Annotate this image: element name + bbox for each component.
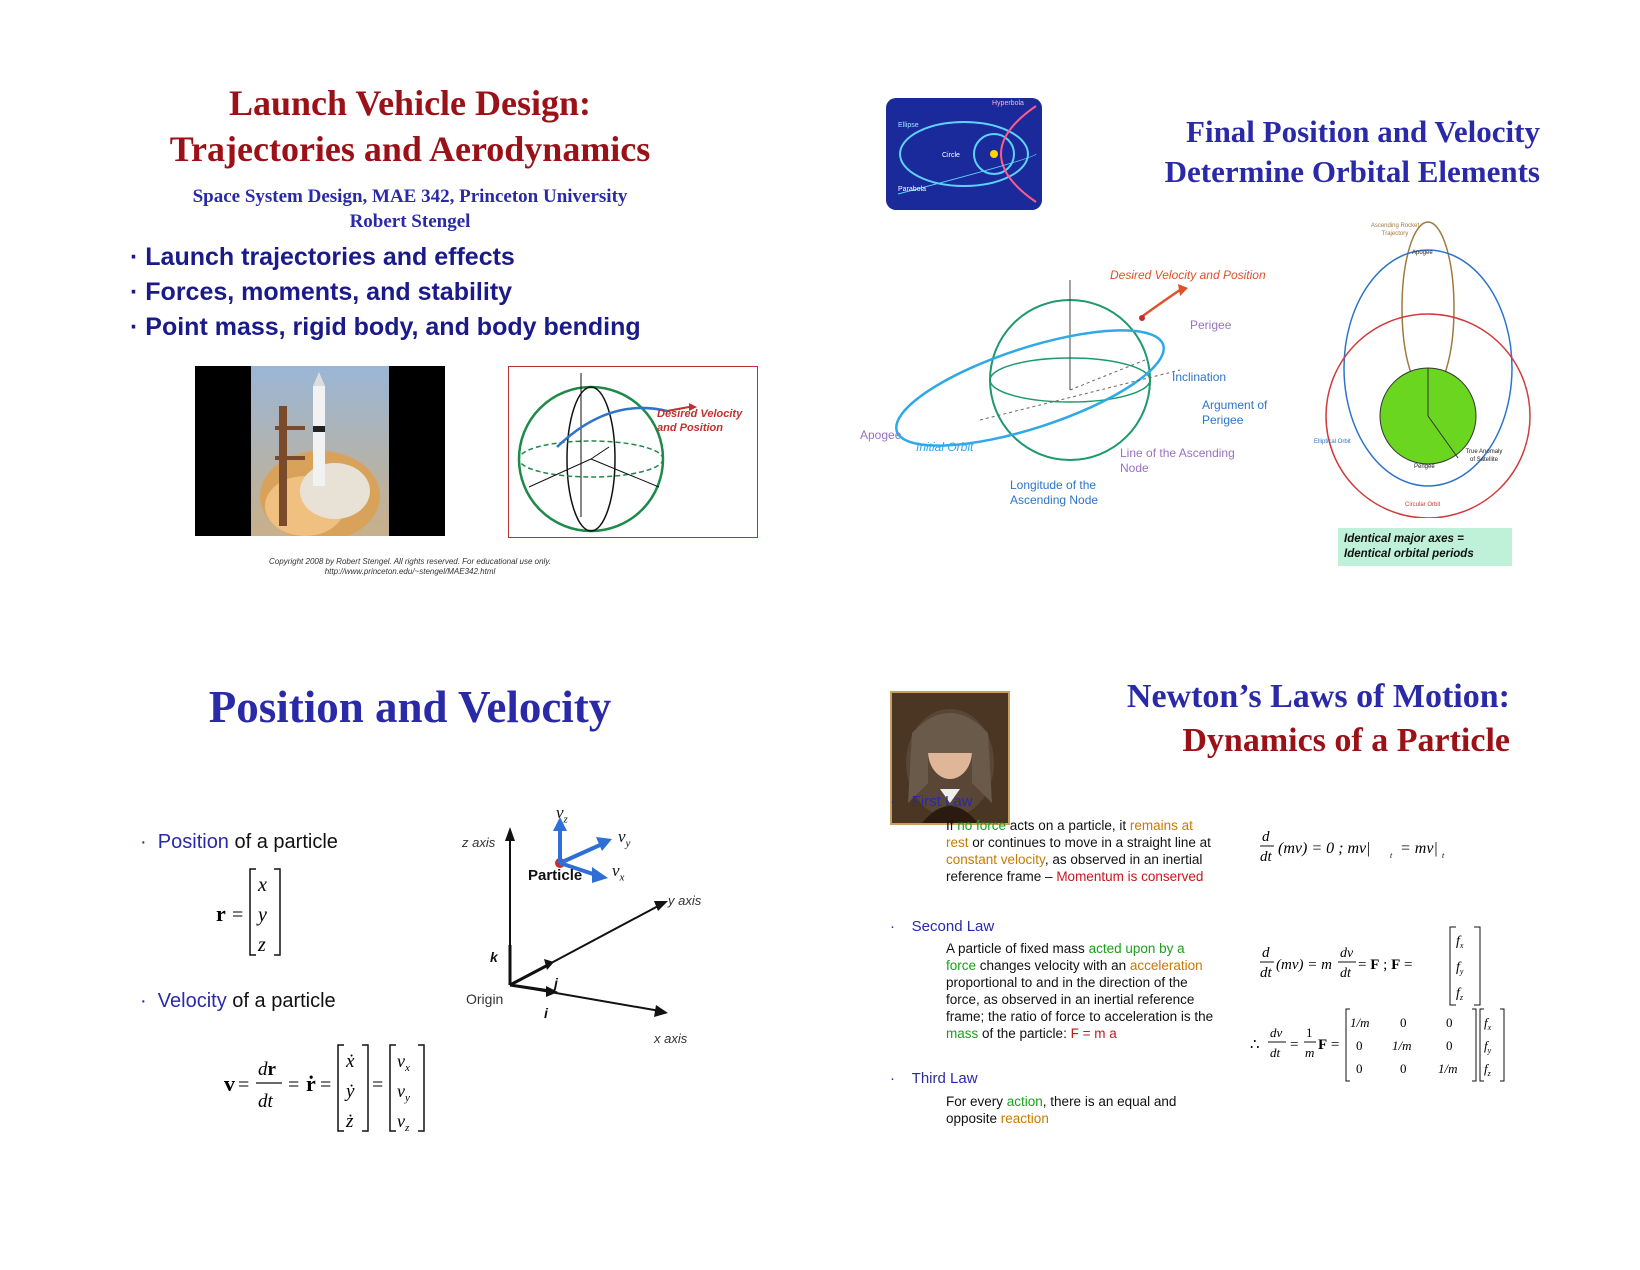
position-term: Position	[157, 831, 229, 853]
vz-symbol: v	[556, 803, 564, 822]
law3-highlight-1: action	[1006, 1094, 1043, 1109]
title-line-2: Determine Orbital Elements	[1164, 154, 1540, 189]
svg-text:y: y	[258, 904, 267, 926]
velocity-bullet: · Velocity of a particle	[140, 990, 336, 1012]
title-line-1: Newton’s Laws of Motion:	[1126, 678, 1510, 715]
copyright	[0, 557, 820, 577]
conic-sections-icon	[886, 98, 1042, 210]
bullet-text: Launch trajectories and effects	[145, 243, 515, 271]
orbit-sphere-diagram	[508, 366, 758, 538]
acceleration-equation	[1250, 1005, 1540, 1085]
svg-text:fy: $f_y$	[1484, 1038, 1492, 1055]
origin-label: Origin	[466, 991, 504, 1007]
law1-highlight-3: constant velocity	[946, 852, 1045, 867]
svg-text:ż: ż	[346, 1111, 354, 1132]
slide-launch-vehicle-design	[0, 0, 820, 635]
svg-text:v: v	[224, 1071, 235, 1096]
argument-of-perigee-label: Argument of Perigee	[1202, 398, 1268, 427]
title-line-1: Launch Vehicle Design:	[228, 83, 592, 123]
copyright-line-1: Copyright 2008 by Robert Stengel. All rights reserved. For educational use only.	[269, 557, 551, 566]
svg-text:dt: dt	[1340, 966, 1351, 981]
svg-text:dt: dt	[1260, 965, 1272, 981]
line-of-node-label: Line of the Ascending Node	[1120, 446, 1235, 475]
perigee-label: Perigee	[1190, 318, 1232, 332]
elliptical-orbit-label: Elliptical Orbit	[1314, 439, 1351, 445]
law2-text-3: proportional to and in the direction of the force, as observed in an inertial reference frame; the ratio of force to acceleration is the	[946, 975, 1214, 1024]
svg-text:dv: dv	[1270, 1025, 1283, 1040]
svg-text:F =: F =	[1318, 1037, 1340, 1053]
svg-text:0: 0	[1400, 1061, 1407, 1076]
author-line: Robert Stengel	[349, 211, 471, 232]
law2-text-4: of the particle:	[978, 1026, 1071, 1041]
velocity-term: Velocity	[157, 990, 227, 1012]
slide-subtitle	[0, 184, 820, 234]
law2-text-1: A particle of fixed mass	[946, 941, 1089, 956]
law1-text-2: acts on a particle, it	[1006, 818, 1130, 833]
svg-text:vy: $v_y$	[397, 1081, 410, 1104]
svg-text:0: 0	[1446, 1038, 1453, 1053]
parabola-label: Parabola	[898, 186, 927, 193]
velocity-rest: of a particle	[226, 990, 336, 1012]
x-axis-label: x axis	[654, 1031, 688, 1046]
vx-label: $v_x$	[612, 861, 625, 884]
right-apogee-label: Apogee	[1412, 250, 1433, 256]
first-law-title: First Law	[911, 793, 973, 810]
title-line-2: Dynamics of a Particle	[1182, 722, 1510, 759]
svg-text:x: x	[258, 874, 267, 896]
law1-text-3: or continues to move in a straight line at	[968, 835, 1211, 850]
slide-title	[1040, 112, 1540, 192]
diagram-label: Desired Velocity and Position	[657, 408, 743, 434]
svg-text:=: =	[232, 904, 244, 926]
law1-text-4: , as observed in an inertial reference frame –	[946, 852, 1203, 884]
law3-text-2: , there is an equal and opposite	[946, 1094, 1177, 1126]
coordinate-axes-diagram	[460, 815, 720, 1055]
svg-text:=: =	[288, 1074, 300, 1096]
vx-symbol: v	[612, 861, 620, 880]
slide-newtons-laws	[820, 635, 1640, 1270]
svg-text:d: d	[1262, 945, 1270, 961]
second-law-equation	[1260, 921, 1540, 1009]
svg-text:1/m: 1/m	[1392, 1038, 1412, 1053]
initial-orbit-label: Initial Orbit	[916, 440, 974, 454]
slide-title	[1020, 675, 1510, 763]
rocket-launch-image	[195, 366, 445, 536]
law2-highlight-4: F = m a	[1070, 1026, 1117, 1041]
slide-orbital-elements	[820, 0, 1640, 635]
circular-orbit-label: Circular Orbit	[1405, 502, 1441, 508]
law3-highlight-2: reaction	[1000, 1111, 1049, 1126]
bullet-text: Point mass, rigid body, and body bending	[145, 313, 641, 341]
true-anomaly-label: True Anomaly of Satellite	[1465, 449, 1503, 463]
svg-text:dv: dv	[1340, 946, 1354, 961]
bullet-item: · Forces, moments, and stability	[130, 278, 513, 306]
svg-text:0: 0	[1356, 1061, 1363, 1076]
bullet-text: Forces, moments, and stability	[145, 278, 513, 306]
law2-highlight-3: mass	[946, 1026, 979, 1041]
svg-text:ṙ: ṙ	[306, 1071, 316, 1096]
svg-text:0: 0	[1356, 1038, 1363, 1053]
svg-text:ẋ: ẋ	[346, 1051, 355, 1072]
position-rest: of a particle	[228, 831, 338, 853]
second-law-heading: · Second Law	[890, 918, 995, 935]
svg-text:(mv) = m: (mv) = m	[1276, 957, 1332, 973]
svg-text:fx: $f_x$	[1456, 934, 1464, 950]
svg-text:dr: dr	[258, 1059, 276, 1080]
svg-text:=: =	[238, 1074, 250, 1096]
svg-text:∴: ∴	[1250, 1037, 1260, 1053]
longitude-of-node-label: Longitude of the Ascending Node	[1010, 478, 1099, 507]
law1-highlight-4: Momentum is conserved	[1056, 869, 1204, 884]
svg-text:0: 0	[1446, 1015, 1453, 1030]
svg-text:= F ; F =: = F ; F =	[1358, 957, 1413, 973]
svg-text:fz: $f_z$	[1456, 986, 1464, 1002]
svg-text:dt: dt	[258, 1091, 273, 1112]
svg-text:m: m	[1305, 1045, 1315, 1060]
title-line-1: Final Position and Velocity	[1186, 114, 1540, 149]
ascending-trajectory-label: Ascending Rocket Trajectory	[1370, 223, 1420, 237]
second-law-title: Second Law	[911, 918, 995, 935]
position-vector-equation	[210, 863, 300, 963]
first-law-text	[946, 817, 1216, 885]
vz-label: $v_z$	[556, 803, 568, 826]
second-law-text	[946, 940, 1216, 1042]
svg-text:1/m: 1/m	[1438, 1061, 1458, 1076]
ellipse-label: Ellipse	[898, 122, 919, 129]
slide-title: Position and Velocity	[208, 682, 612, 732]
circle-label: Circle	[942, 152, 960, 159]
hyperbola-label: Hyperbola	[992, 100, 1024, 107]
svg-text:z: z	[258, 934, 266, 956]
bullet-item: · Point mass, rigid body, and body bending	[130, 313, 641, 341]
launch-photo	[195, 366, 445, 536]
particle-label: Particle	[528, 867, 583, 884]
desired-velocity-label: Desired Velocity and Position	[1110, 268, 1266, 282]
svg-text:dt: dt	[1270, 1045, 1281, 1060]
orbit-periods-diagram	[1308, 218, 1538, 518]
svg-text:= mv|: = mv|	[1400, 840, 1438, 857]
position-bullet: · Position of a particle	[140, 831, 338, 853]
sphere-svg	[509, 367, 757, 537]
velocity-vector-equation	[218, 1035, 428, 1135]
first-law-heading: · First Law	[890, 793, 973, 810]
law2-highlight-2: acceleration	[1129, 958, 1203, 973]
law3-text-1: For every	[946, 1094, 1007, 1109]
course-line: Space System Design, MAE 342, Princeton University	[192, 186, 628, 207]
law2-text-2: changes velocity with an	[976, 958, 1130, 973]
svg-text:ẏ: ẏ	[346, 1081, 355, 1102]
svg-text:1: 1	[1306, 1025, 1313, 1040]
conic-svg	[886, 98, 1042, 210]
z-axis-label: z axis	[462, 835, 496, 850]
copyright-url: http://www.princeton.edu/~stengel/MAE342.html	[324, 567, 496, 576]
svg-text:vz: $v_z$	[397, 1111, 410, 1134]
svg-text:1/m: 1/m	[1350, 1015, 1370, 1030]
vy-label: $v_y$	[618, 827, 631, 850]
svg-text:fx: $f_x$	[1484, 1015, 1492, 1032]
i-unit-label: i	[544, 1005, 548, 1021]
right-perigee-label: Perigee	[1414, 464, 1435, 470]
svg-text:t: t	[1442, 851, 1445, 860]
svg-text:0: 0	[1400, 1015, 1407, 1030]
svg-text:vx: $v_x$	[397, 1051, 410, 1074]
svg-text:=: =	[1290, 1037, 1299, 1053]
svg-text:=: =	[320, 1074, 332, 1096]
svg-text:dt: dt	[1260, 849, 1272, 865]
third-law-heading: · Third Law	[890, 1070, 978, 1087]
first-law-equation	[1260, 821, 1540, 871]
j-unit-label: j	[554, 975, 558, 991]
apogee-label: Apogee	[860, 428, 902, 442]
bullet-item: · Launch trajectories and effects	[130, 243, 515, 271]
vy-symbol: v	[618, 827, 626, 846]
identical-axes-note: Identical major axes = Identical orbital periods	[1338, 528, 1512, 566]
slide-position-velocity	[0, 635, 820, 1270]
svg-text:=: =	[372, 1074, 384, 1096]
bullet-list	[130, 240, 641, 345]
inclination-label: Inclination	[1172, 370, 1227, 384]
slide-title	[0, 80, 820, 172]
svg-text:fy: $f_y$	[1456, 960, 1464, 976]
title-line-2: Trajectories and Aerodynamics	[169, 129, 651, 169]
y-axis-label: y axis	[668, 893, 702, 908]
law1-highlight-1: no force	[957, 818, 1007, 833]
svg-text:r: r	[216, 901, 226, 926]
law2-highlight-1: acted upon by a force	[946, 941, 1185, 973]
svg-text:d: d	[1262, 829, 1270, 845]
law1-highlight-2: remains at rest	[946, 818, 1193, 850]
law1-text-1: If	[946, 818, 958, 833]
svg-text:t: t	[1390, 851, 1393, 860]
svg-text:fz: $f_z$	[1484, 1061, 1491, 1078]
k-unit-label: k	[490, 949, 498, 965]
svg-text:(mv) = 0 ; mv|: (mv) = 0 ; mv|	[1278, 840, 1371, 857]
third-law-text	[946, 1093, 1206, 1127]
third-law-title: Third Law	[911, 1070, 978, 1087]
